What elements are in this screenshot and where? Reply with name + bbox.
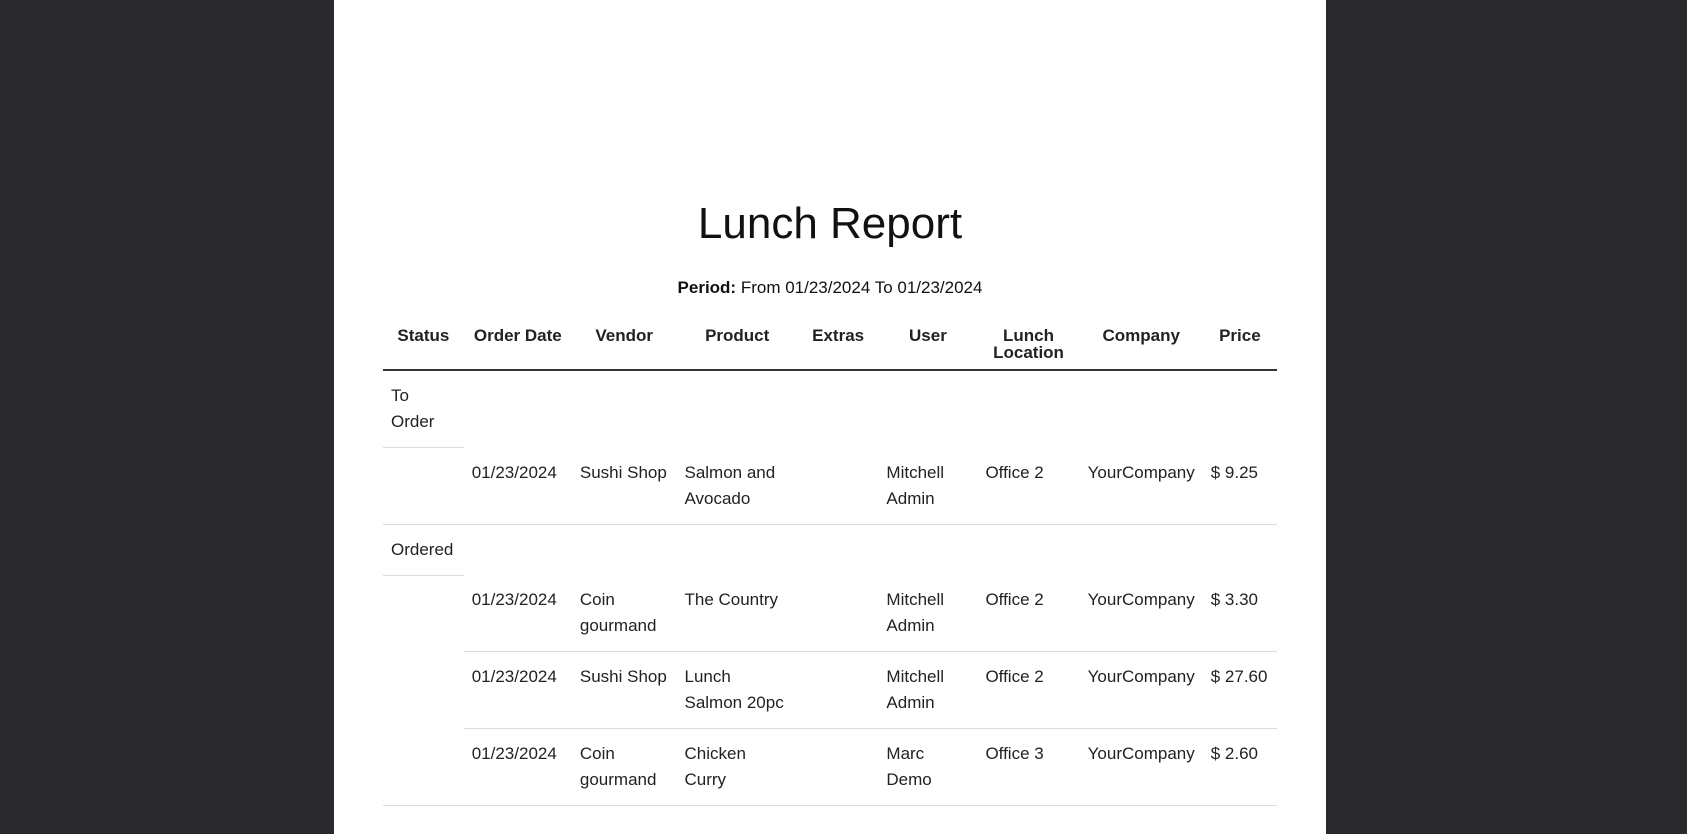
cell-vendor: Sushi Shop (572, 652, 677, 729)
cell-vendor: Coin gourmand (572, 729, 677, 806)
cell-extras (798, 448, 879, 525)
cell-lunch-location: Office 2 (977, 652, 1079, 729)
cell-company: YourCompany (1080, 729, 1203, 806)
report-title: Lunch Report (697, 199, 963, 248)
cell-extras (798, 652, 879, 729)
cell-price: $ 9.25 (1203, 448, 1277, 525)
cell-company: YourCompany (1080, 575, 1203, 652)
cell-company: YourCompany (1080, 652, 1203, 729)
header-price: Price (1203, 320, 1277, 370)
cell-order-date: 01/23/2024 (464, 729, 572, 806)
group-status-label: To Order (383, 370, 464, 448)
cell-product: The Country (676, 575, 797, 652)
header-user: User (878, 320, 977, 370)
cell-product: Salmon and Avocado (676, 448, 797, 525)
cell-lunch-location: Office 3 (977, 729, 1079, 806)
period-range: From 01/23/2024 To 01/23/2024 (736, 278, 983, 297)
cell-price: $ 27.60 (1203, 652, 1277, 729)
header-order-date: Order Date (464, 320, 572, 370)
cell-price: $ 3.30 (1203, 575, 1277, 652)
lunch-report-table (383, 320, 1277, 806)
cell-order-date: 01/23/2024 (464, 575, 572, 652)
table-row (383, 448, 1277, 525)
table-row (383, 575, 1277, 652)
cell-lunch-location: Office 2 (977, 448, 1079, 525)
table-row (383, 729, 1277, 806)
status-group-row (383, 370, 1277, 448)
cell-user: Mitchell Admin (878, 448, 977, 525)
header-vendor: Vendor (572, 320, 677, 370)
header-status: Status (383, 320, 464, 370)
status-group-row (383, 524, 1277, 575)
cell-vendor: Coin gourmand (572, 575, 677, 652)
cell-price: $ 2.60 (1203, 729, 1277, 806)
cell-order-date: 01/23/2024 (464, 448, 572, 525)
cell-product: Lunch Salmon 20pc (676, 652, 797, 729)
cell-user: Mitchell Admin (878, 575, 977, 652)
report-period (334, 278, 1326, 298)
header-lunch-location: Lunch Location (977, 320, 1079, 370)
group-status-label: Ordered (383, 524, 464, 575)
header-extras: Extras (798, 320, 879, 370)
cell-lunch-location: Office 2 (977, 575, 1079, 652)
period-label: Period: (677, 278, 737, 297)
cell-extras (798, 729, 879, 806)
header-product: Product (676, 320, 797, 370)
report-page (334, 0, 1326, 834)
cell-user: Mitchell Admin (878, 652, 977, 729)
cell-extras (798, 575, 879, 652)
cell-vendor: Sushi Shop (572, 448, 677, 525)
cell-user: Marc Demo (878, 729, 977, 806)
cell-product: Chicken Curry (676, 729, 797, 806)
cell-order-date: 01/23/2024 (464, 652, 572, 729)
header-company: Company (1080, 320, 1203, 370)
cell-company: YourCompany (1080, 448, 1203, 525)
table-header-row (383, 320, 1277, 370)
table-row (383, 652, 1277, 729)
